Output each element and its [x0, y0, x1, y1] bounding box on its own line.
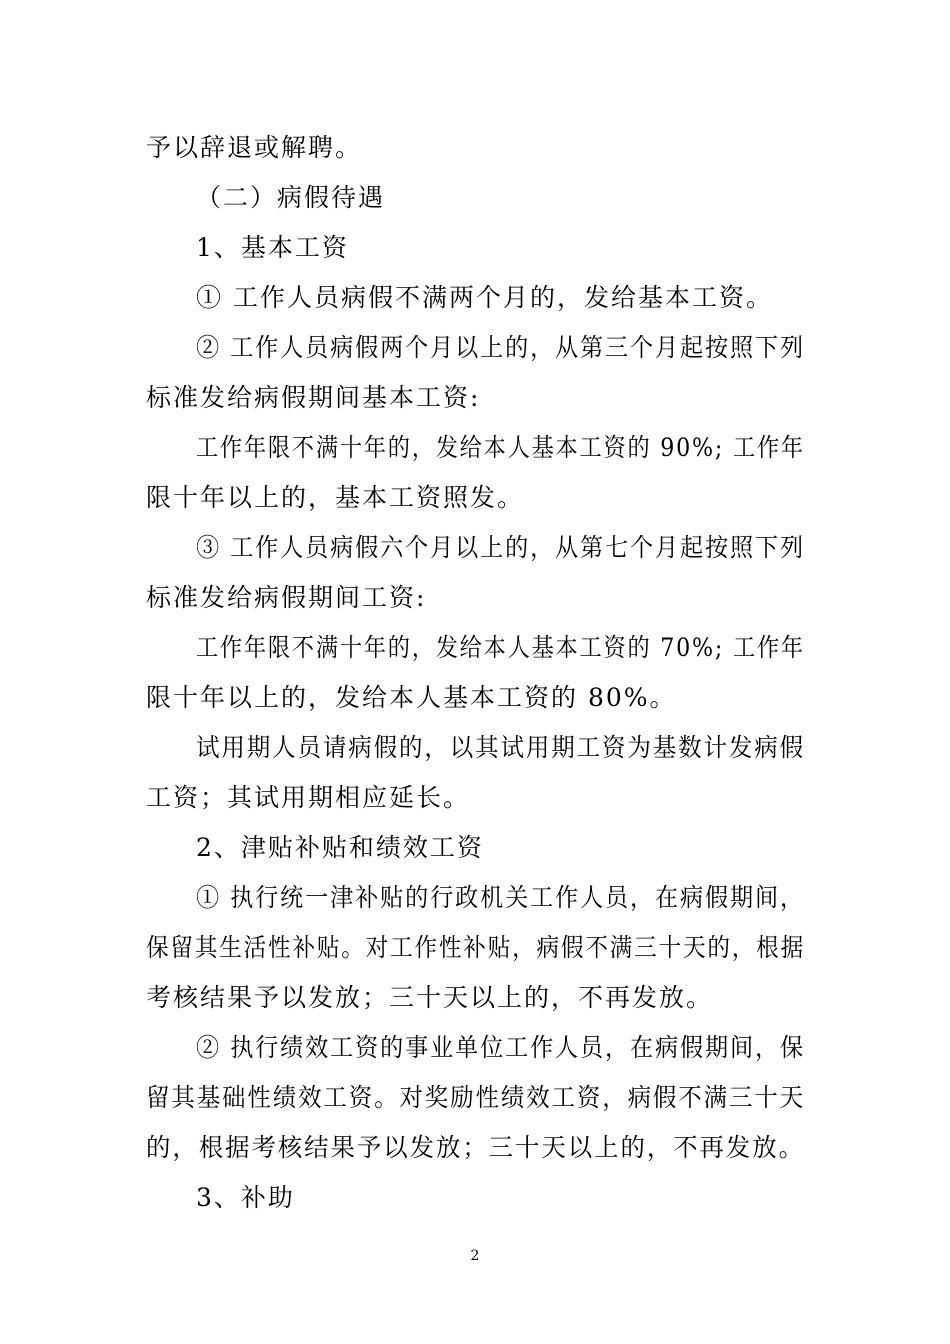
body-line: ① 工作人员病假不满两个月的，发给基本工资。: [196, 283, 773, 312]
body-line: 标准发给病假期间基本工资:: [146, 383, 481, 412]
body-line: 工作年限不满十年的，发给本人基本工资的 90%; 工作年: [196, 433, 805, 462]
body-line: ② 执行绩效工资的事业单位工作人员，在病假期间，保: [196, 1033, 805, 1062]
body-line: ② 工作人员病假两个月以上的，从第三个月起按照下列: [196, 333, 805, 362]
body-line: 保留其生活性补贴。对工作性补贴，病假不满三十天的，根据: [146, 933, 806, 962]
body-line: ③ 工作人员病假六个月以上的，从第七个月起按照下列: [196, 533, 805, 562]
section-heading: （二）病假待遇: [196, 183, 386, 212]
body-line: 试用期人员请病假的，以其试用期工资为基数计发病假: [196, 733, 806, 762]
subsection-heading: 3、补助: [196, 1183, 295, 1212]
body-line: 标准发给病假期间工资:: [146, 583, 427, 612]
body-line: 予以辞退或解聘。: [146, 133, 363, 162]
body-line: 的，根据考核结果予以发放；三十天以上的，不再发放。: [146, 1133, 806, 1162]
body-line: 工作年限不满十年的，发给本人基本工资的 70%; 工作年: [196, 633, 805, 662]
body-line: 限十年以上的，发给本人基本工资的 80%。: [146, 683, 677, 712]
body-line: 工资；其试用期相应延长。: [146, 783, 471, 812]
body-line: 考核结果予以发放；三十天以上的，不再发放。: [146, 983, 714, 1012]
subsection-heading: 1、基本工资: [196, 233, 349, 262]
body-line: 留其基础性绩效工资。对奖励性绩效工资，病假不满三十天: [146, 1083, 806, 1112]
subsection-heading: 2、津贴补贴和绩效工资: [196, 833, 484, 862]
body-line: 限十年以上的，基本工资照发。: [146, 483, 525, 512]
page-number: 2: [470, 1248, 480, 1264]
body-line: ① 执行统一津补贴的行政机关工作人员，在病假期间，: [196, 883, 805, 912]
